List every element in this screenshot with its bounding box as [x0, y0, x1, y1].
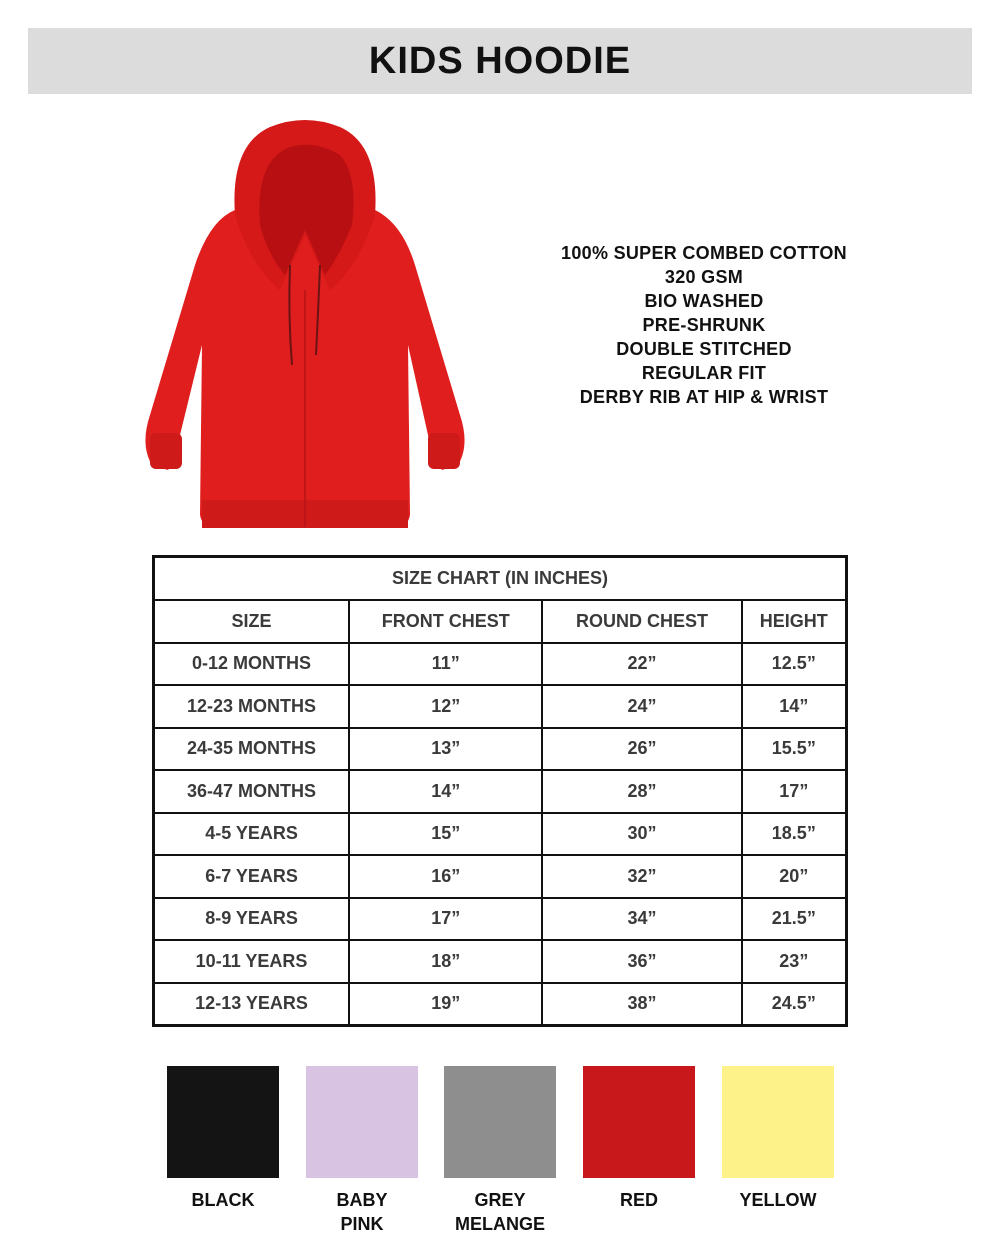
column-header: FRONT CHEST	[349, 600, 542, 643]
feature-item: REGULAR FIT	[641, 363, 767, 383]
table-cell: 28”	[542, 770, 741, 813]
table-cell: 15.5”	[742, 728, 847, 771]
feature-item: DOUBLE STITCHED	[616, 339, 792, 359]
table-cell: 12.5”	[742, 643, 847, 686]
table-cell: 10-11 YEARS	[154, 940, 350, 983]
table-cell: 0-12 MONTHS	[154, 643, 350, 686]
swatch-fabric	[306, 1066, 418, 1178]
table-cell: 23”	[742, 940, 847, 983]
table-cell: 16”	[349, 855, 542, 898]
table-header-row	[154, 600, 847, 643]
table-cell: 19”	[349, 983, 542, 1026]
swatch-fabric	[722, 1066, 834, 1178]
swatch-label: BLACK	[191, 1190, 255, 1210]
table-row	[154, 813, 847, 856]
feature-item: 320 GSM	[664, 267, 744, 287]
table-cell: 14”	[349, 770, 542, 813]
feature-item: PRE-SHRUNK	[642, 315, 766, 335]
table-cell: 12-13 YEARS	[154, 983, 350, 1026]
table-cell: 21.5”	[742, 898, 847, 941]
table-cell: 6-7 YEARS	[154, 855, 350, 898]
size-chart-caption: SIZE CHART (IN INCHES)	[154, 557, 847, 601]
swatch-label: BABY PINK	[336, 1190, 388, 1234]
feature-item: DERBY RIB AT HIP & WRIST	[579, 387, 829, 407]
table-cell: 32”	[542, 855, 741, 898]
swatch-label: RED	[619, 1190, 658, 1210]
color-swatch	[444, 1066, 556, 1236]
table-cell: 22”	[542, 643, 741, 686]
swatch-label: GREY MELANGE	[455, 1190, 545, 1234]
table-cell: 26”	[542, 728, 741, 771]
table-cell: 17”	[742, 770, 847, 813]
table-row	[154, 728, 847, 771]
column-header: SIZE	[154, 600, 350, 643]
feature-item: 100% SUPER COMBED COTTON	[561, 243, 847, 263]
table-row	[154, 940, 847, 983]
column-header: ROUND CHEST	[542, 600, 741, 643]
table-cell: 18”	[349, 940, 542, 983]
table-cell: 34”	[542, 898, 741, 941]
table-row	[154, 898, 847, 941]
color-swatch	[167, 1066, 279, 1212]
table-cell: 24.5”	[742, 983, 847, 1026]
page-title: KIDS HOODIE	[368, 39, 632, 82]
table-cell: 13”	[349, 728, 542, 771]
table-row	[154, 770, 847, 813]
table-row	[154, 983, 847, 1026]
table-cell: 15”	[349, 813, 542, 856]
swatch-fabric	[444, 1066, 556, 1178]
table-row	[154, 855, 847, 898]
color-swatch	[583, 1066, 695, 1212]
table-cell: 24-35 MONTHS	[154, 728, 350, 771]
swatch-fabric	[167, 1066, 279, 1178]
table-row	[154, 685, 847, 728]
column-header: HEIGHT	[742, 600, 847, 643]
table-cell: 38”	[542, 983, 741, 1026]
feature-list	[520, 241, 888, 409]
size-chart-table	[152, 555, 848, 1027]
table-cell: 24”	[542, 685, 741, 728]
table-cell: 12-23 MONTHS	[154, 685, 350, 728]
table-cell: 36”	[542, 940, 741, 983]
swatch-label: YELLOW	[739, 1190, 817, 1210]
table-cell: 4-5 YEARS	[154, 813, 350, 856]
table-cell: 11”	[349, 643, 542, 686]
title-bar	[28, 28, 972, 94]
table-cell: 20”	[742, 855, 847, 898]
table-cell: 36-47 MONTHS	[154, 770, 350, 813]
table-cell: 8-9 YEARS	[154, 898, 350, 941]
color-swatches	[0, 1066, 1000, 1256]
table-cell: 14”	[742, 685, 847, 728]
hoodie-icon	[140, 115, 470, 535]
color-swatch	[306, 1066, 418, 1236]
table-cell: 12”	[349, 685, 542, 728]
table-cell: 18.5”	[742, 813, 847, 856]
table-row	[154, 643, 847, 686]
color-swatch	[722, 1066, 834, 1212]
table-cell: 30”	[542, 813, 741, 856]
table-cell: 17”	[349, 898, 542, 941]
feature-item: BIO WASHED	[644, 291, 764, 311]
swatch-fabric	[583, 1066, 695, 1178]
